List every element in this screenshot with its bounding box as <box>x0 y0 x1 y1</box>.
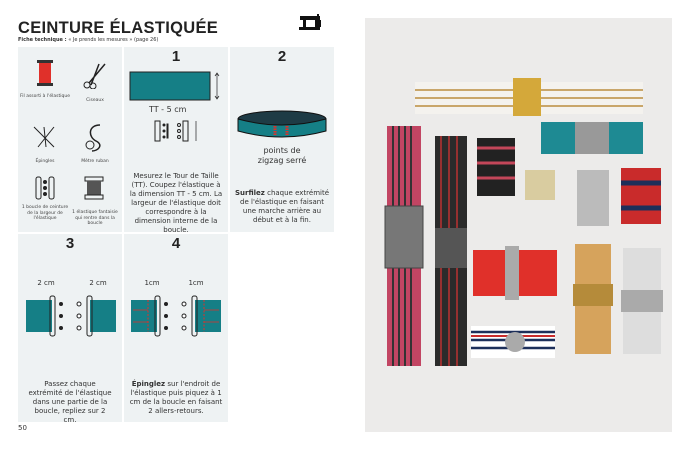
belts-illustration <box>365 18 672 432</box>
step-text-rest: sur l'endroit de l'élastique puis piquez à 1 cm de la boucle en faisant 2 allers-retours. <box>129 380 223 415</box>
step-number: 1 <box>171 48 181 65</box>
diagram-label: points de zigzag serré <box>257 146 307 165</box>
materials-panel <box>18 47 122 232</box>
material-label: 1 boucle de ceinture de la largeur de l'élastique <box>21 205 69 221</box>
step-text: Mesurez le Tour de Taille (TT). Coupez l'élastique à la dimension TT - 5 cm. La largeur de l'élastique doit correspondre à la dimension interne de la boucle. <box>129 172 223 234</box>
material-label: 1 élastique fantaisie qui rentre dans la boucle <box>72 210 118 226</box>
step-text <box>124 380 228 416</box>
elastic-roll-icon <box>82 175 108 201</box>
material-label: Ciseaux <box>86 98 104 103</box>
step-4-panel <box>124 234 228 422</box>
step-1-panel <box>124 47 228 232</box>
page-subtitle <box>18 37 158 43</box>
scissors-icon <box>81 63 107 89</box>
step-2-panel <box>230 47 334 232</box>
tape-measure-icon <box>84 123 106 153</box>
material-label: Mètre ruban <box>81 159 109 164</box>
buckle-icon <box>34 175 56 201</box>
subtitle-text: « Je prends les mesures » (page 26) <box>66 37 159 43</box>
page-number: 50 <box>18 424 27 432</box>
step-text <box>230 189 334 225</box>
step-number: 3 <box>65 235 75 252</box>
step-text-bold: Surfilez <box>234 189 265 197</box>
step-text: Passez chaque extrémité de l'élastique dans une partie de la boucle, repliez sur 2 cm. <box>28 380 112 424</box>
dim-left: 1cm <box>144 279 160 287</box>
step-3-panel <box>18 234 122 422</box>
dim-right: 2 cm <box>89 279 107 287</box>
step-text-rest: chaque extrémité de l'élastique en faisant une marche arrière au début et à la fin. <box>240 189 330 224</box>
subtitle-label: Fiche technique : <box>18 37 67 43</box>
sewing-machine-icon <box>298 13 324 33</box>
step-number: 4 <box>171 235 181 252</box>
dim-left: 2 cm <box>37 279 55 287</box>
pins-icon <box>32 125 56 149</box>
step-number: 2 <box>277 48 287 65</box>
elastic-loop-diagram <box>235 109 329 139</box>
material-label: Épingles <box>35 159 55 164</box>
diagram-label: TT - 5 cm <box>149 105 187 114</box>
buckle-stitching-diagram <box>130 292 222 342</box>
thread-spool-icon <box>35 59 55 87</box>
belts-photo <box>365 18 672 432</box>
step-text-bold: Épinglez <box>131 380 166 388</box>
material-label: Fil assorti à l'élastique <box>20 94 70 99</box>
buckle-threading-diagram <box>25 292 117 342</box>
dim-right: 1cm <box>188 279 204 287</box>
page-title: CEINTURE ÉLASTIQUÉE <box>18 19 219 37</box>
